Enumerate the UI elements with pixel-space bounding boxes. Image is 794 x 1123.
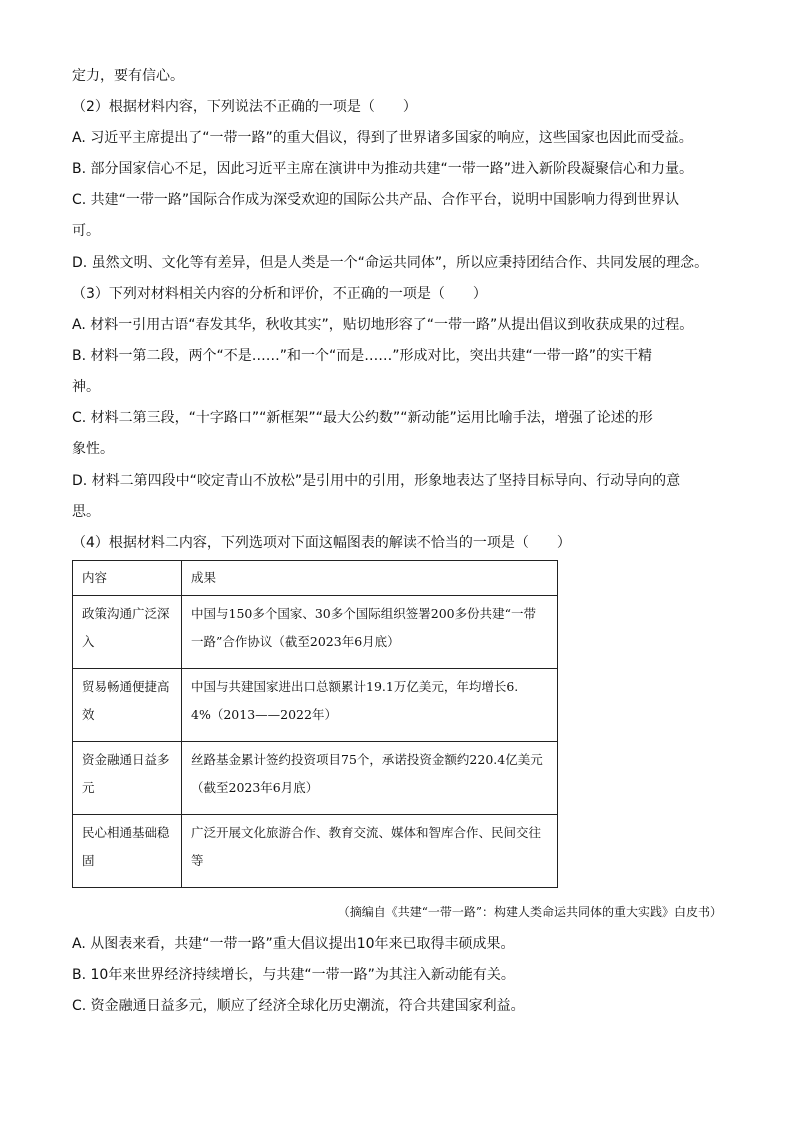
question-2-option-d: D. 虽然文明、文化等有差异，但是人类是一个“命运共同体”，所以应秉持团结合作、共同发展的理念。 xyxy=(72,255,709,271)
question-3-option-b-cont: 神。 xyxy=(72,379,100,395)
table-cell-category: 贸易畅通便捷高效 xyxy=(73,669,182,742)
question-3-option-d: D. 材料二第四段中“咬定青山不放松”是引用中的引用，形象地表达了坚持目标导向、行动导向的意 xyxy=(72,473,681,489)
achievement-table xyxy=(72,560,558,888)
question-2-stem: （2）根据材料内容，下列说法不正确的一项是（ ） xyxy=(72,99,417,115)
question-4-option-a: A. 从图表来看，共建“一带一路”重大倡议提出10年来已取得丰硕成果。 xyxy=(72,936,515,952)
question-2-option-c: C. 共建“一带一路”国际合作成为深受欢迎的国际公共产品、合作平台，说明中国影响力得到世界认 xyxy=(72,192,680,208)
table-header-cell: 成果 xyxy=(182,561,558,596)
question-2-option-b: B. 部分国家信心不足，因此习近平主席在演讲中为推动共建“一带一路”进入新阶段凝聚信心和力量。 xyxy=(72,161,694,177)
table-source-citation: （摘编自《共建“一带一路”：构建人类命运共同体的重大实践》白皮书） xyxy=(337,905,722,919)
table-cell-category: 政策沟通广泛深入 xyxy=(73,596,182,669)
question-3-option-a: A. 材料一引用古语“春发其华，秋收其实”，贴切地形容了“一带一路”从提出倡议到收获成果的过程。 xyxy=(72,317,694,333)
table-row xyxy=(73,596,558,669)
question-2-option-c-cont: 可。 xyxy=(72,223,100,239)
table-cell-result: 广泛开展文化旅游合作、教育交流、媒体和智库合作、民间交往等 xyxy=(182,815,558,888)
table-header-cell: 内容 xyxy=(73,561,182,596)
table-row xyxy=(73,742,558,815)
question-3-option-c: C. 材料二第三段，“十字路口”“新框架”“最大公约数”“新动能”运用比喻手法，增强了论述的形 xyxy=(72,410,653,426)
question-2-option-a: A. 习近平主席提出了“一带一路”的重大倡议，得到了世界诸多国家的响应，这些国家也因此而受益。 xyxy=(72,130,693,146)
table-cell-category: 民心相通基础稳固 xyxy=(73,815,182,888)
question-4-option-c: C. 资金融通日益多元，顺应了经济全球化历史潮流，符合共建国家利益。 xyxy=(72,998,525,1014)
question-3-option-c-cont: 象性。 xyxy=(72,441,114,457)
question-3-option-b: B. 材料一第二段，两个“不是……”和一个“而是……”形成对比，突出共建“一带一路”的实干精 xyxy=(72,348,653,364)
question-4-option-b: B. 10年来世界经济持续增长，与共建“一带一路”为其注入新动能有关。 xyxy=(72,967,515,983)
text-line: 定力，要有信心。 xyxy=(72,68,184,84)
table-cell-result: 中国与共建国家进出口总额累计19.1万亿美元，年均增长6.4%（2013——2022年） xyxy=(182,669,558,742)
table-header-row xyxy=(73,561,558,596)
table-row xyxy=(73,815,558,888)
question-3-stem: （3）下列对材料相关内容的分析和评价，不正确的一项是（ ） xyxy=(72,286,487,302)
table-cell-category: 资金融通日益多元 xyxy=(73,742,182,815)
question-4-stem: （4）根据材料二内容，下列选项对下面这幅图表的解读不恰当的一项是（ ） xyxy=(72,535,571,551)
table-cell-result: 丝路基金累计签约投资项目75个，承诺投资金额约220.4亿美元（截至2023年6月底） xyxy=(182,742,558,815)
table-cell-result: 中国与150多个国家、30多个国际组织签署200多份共建“一带一路”合作协议（截至2023年6月底） xyxy=(182,596,558,669)
table-row xyxy=(73,669,558,742)
question-3-option-d-cont: 思。 xyxy=(72,504,100,520)
